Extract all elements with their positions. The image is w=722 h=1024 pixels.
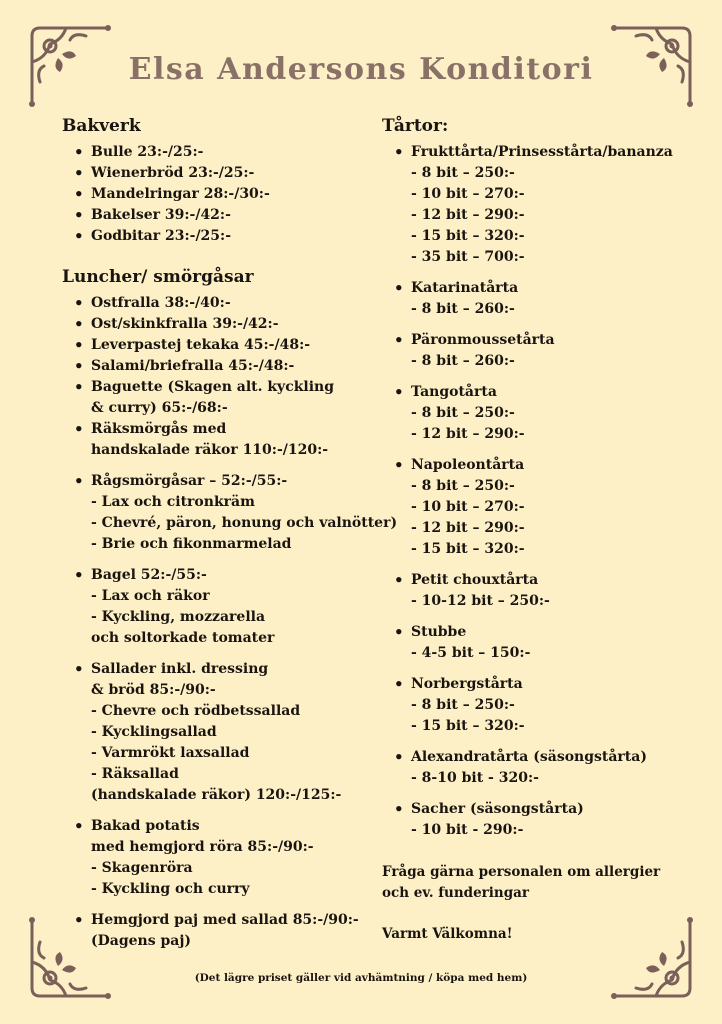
menu-item-detail: - Räksallad bbox=[91, 766, 179, 782]
menu-item-detail: - 12 bit – 290:- bbox=[411, 207, 525, 223]
luncher-list bbox=[62, 293, 398, 952]
page-title: Elsa Andersons Konditori bbox=[128, 52, 594, 87]
menu-item-name: • Mandelringar 28:-/30:- bbox=[91, 186, 270, 202]
menu-item-detail: - Skagenröra bbox=[91, 860, 193, 876]
tartor-heading: Tårtor: bbox=[382, 116, 449, 136]
menu-item bbox=[62, 471, 398, 555]
menu-item-detail: - 10 bit – 270:- bbox=[411, 186, 525, 202]
menu-item-name: • Ost/skinkfralla 39:-/42:- bbox=[91, 316, 279, 332]
menu-item-detail: handskalade räkor 110:-/120:- bbox=[91, 442, 329, 458]
menu-item bbox=[62, 335, 362, 356]
luncher-section bbox=[62, 267, 398, 952]
menu-item-detail: - Varmrökt laxsallad bbox=[91, 745, 250, 761]
menu-item-detail: - 10-12 bit – 250:- bbox=[411, 593, 550, 609]
menu-item-detail: - 15 bit – 320:- bbox=[411, 228, 525, 244]
menu-item bbox=[382, 278, 682, 320]
menu-item-detail: - 8 bit – 260:- bbox=[411, 301, 515, 317]
menu-item-name: • Päronmoussetårta bbox=[411, 332, 555, 348]
menu-item-detail: - 8-10 bit - 320:- bbox=[411, 770, 539, 786]
menu-item-detail: - Kycklingsallad bbox=[91, 724, 217, 740]
menu-item bbox=[382, 799, 682, 841]
tartor-section bbox=[382, 116, 682, 841]
menu-item-detail: (handskalade räkor) 120:-/125:- bbox=[91, 787, 342, 803]
menu-item bbox=[382, 570, 682, 612]
luncher-heading: Luncher/ smörgåsar bbox=[62, 267, 254, 287]
menu-item-detail: - Chevré, päron, honung och valnötter) bbox=[91, 515, 398, 531]
bakverk-list bbox=[62, 142, 362, 247]
menu-item bbox=[62, 293, 362, 314]
menu-item-name: • Tangotårta bbox=[411, 384, 497, 400]
menu-item bbox=[62, 659, 362, 806]
menu-item bbox=[62, 377, 362, 419]
menu-item-detail: och soltorkade tomater bbox=[91, 630, 275, 646]
menu-item-detail: - 4-5 bit – 150:- bbox=[411, 645, 531, 661]
menu-item-name: • Baguette (Skagen alt. kyckling bbox=[91, 379, 335, 395]
menu-item-detail: - 8 bit – 260:- bbox=[411, 353, 515, 369]
menu-item bbox=[62, 142, 362, 163]
menu-item-detail: (Dagens paj) bbox=[91, 933, 192, 949]
menu-item-name: • Sallader inkl. dressing bbox=[91, 661, 269, 677]
menu-item-name: • Frukttårta/Prinsesstårta/bananza bbox=[411, 144, 673, 160]
menu-item-name: • Hemgjord paj med sallad 85:-/90:- bbox=[91, 912, 359, 928]
menu-item-detail: - Kyckling, mozzarella bbox=[91, 609, 266, 625]
menu-item bbox=[62, 205, 362, 226]
menu-item-detail: - Chevre och rödbetssallad bbox=[91, 703, 301, 719]
menu-item bbox=[382, 747, 682, 789]
menu-item-detail: - 10 bit - 290:- bbox=[411, 822, 524, 838]
menu-item-detail: med hemgjord röra 85:-/90:- bbox=[91, 839, 314, 855]
footer-note: (Det lägre priset gäller vid avhämtning / köpa med hem) bbox=[194, 972, 528, 984]
menu-item-name: • Alexandratårta (säsongstårta) bbox=[411, 749, 647, 765]
menu-item bbox=[382, 455, 682, 560]
menu-item-detail: - 35 bit – 700:- bbox=[411, 249, 525, 265]
menu-item-name: • Godbitar 23:-/25:- bbox=[91, 228, 232, 244]
menu-item-name: • Bakad potatis bbox=[91, 818, 200, 834]
menu-item-name: • Ostfralla 38:-/40:- bbox=[91, 295, 231, 311]
menu-item-name: • Salami/briefralla 45:-/48:- bbox=[91, 358, 295, 374]
right-column bbox=[382, 116, 682, 861]
menu-item bbox=[62, 226, 362, 247]
menu-item-name: • Räksmörgås med bbox=[91, 421, 227, 437]
menu-item-detail: - 8 bit – 250:- bbox=[411, 405, 515, 421]
allergy-note-line: Fråga gärna personalen om allergier bbox=[382, 864, 661, 880]
menu-item-name: • Petit chouxtårta bbox=[411, 572, 539, 588]
menu-item-name: • Rågsmörgåsar – 52:-/55:- bbox=[91, 473, 288, 489]
menu-item-name: • Katarinatårta bbox=[411, 280, 519, 296]
menu-item-name: • Bagel 52:-/55:- bbox=[91, 567, 207, 583]
menu-item bbox=[62, 163, 362, 184]
menu-item-detail: - Lax och räkor bbox=[91, 588, 210, 604]
menu-item-detail: - 12 bit – 290:- bbox=[411, 426, 525, 442]
menu-item-detail: - Lax och citronkräm bbox=[91, 494, 255, 510]
menu-item-name: • Norbergstårta bbox=[411, 676, 523, 692]
menu-item bbox=[62, 816, 362, 900]
menu-item-detail: & curry) 65:-/68:- bbox=[91, 400, 228, 416]
left-column bbox=[62, 116, 398, 972]
bakverk-section bbox=[62, 116, 362, 247]
welcome-text: Varmt Välkomna! bbox=[382, 926, 513, 942]
menu-item bbox=[62, 356, 362, 377]
menu-item-detail: - 15 bit – 320:- bbox=[411, 541, 525, 557]
menu-item-detail: - 10 bit – 270:- bbox=[411, 499, 525, 515]
menu-item-name: • Stubbe bbox=[411, 624, 467, 640]
menu-item bbox=[382, 142, 682, 268]
menu-item-name: • Bakelser 39:-/42:- bbox=[91, 207, 231, 223]
menu-item bbox=[62, 910, 362, 952]
menu-item-detail: & bröd 85:-/90:- bbox=[91, 682, 216, 698]
menu-item-name: • Wienerbröd 23:-/25:- bbox=[91, 165, 255, 181]
menu-item bbox=[382, 382, 682, 445]
menu-item bbox=[62, 565, 362, 649]
menu-item-detail: - 8 bit – 250:- bbox=[411, 697, 515, 713]
menu-item-name: • Sacher (säsongstårta) bbox=[411, 801, 584, 817]
allergy-note bbox=[382, 862, 682, 904]
allergy-note-line: och ev. funderingar bbox=[382, 885, 530, 901]
menu-item-detail: - 8 bit – 250:- bbox=[411, 165, 515, 181]
menu-item-detail: - 15 bit – 320:- bbox=[411, 718, 525, 734]
menu-item bbox=[382, 674, 682, 737]
menu-item bbox=[62, 184, 362, 205]
menu-item-detail: - 12 bit – 290:- bbox=[411, 520, 525, 536]
menu-item bbox=[62, 314, 362, 335]
menu-item-detail: - Brie och fikonmarmelad bbox=[91, 536, 292, 552]
bakverk-heading: Bakverk bbox=[62, 116, 141, 136]
menu-item-name: • Leverpastej tekaka 45:-/48:- bbox=[91, 337, 311, 353]
menu-item-name: • Napoleontårta bbox=[411, 457, 525, 473]
menu-item bbox=[382, 330, 682, 372]
menu-item bbox=[62, 419, 362, 461]
menu-item-name: • Bulle 23:-/25:- bbox=[91, 144, 204, 160]
tartor-list bbox=[382, 142, 682, 841]
menu-item bbox=[382, 622, 682, 664]
menu-item-detail: - 8 bit – 250:- bbox=[411, 478, 515, 494]
menu-item-detail: - Kyckling och curry bbox=[91, 881, 250, 897]
